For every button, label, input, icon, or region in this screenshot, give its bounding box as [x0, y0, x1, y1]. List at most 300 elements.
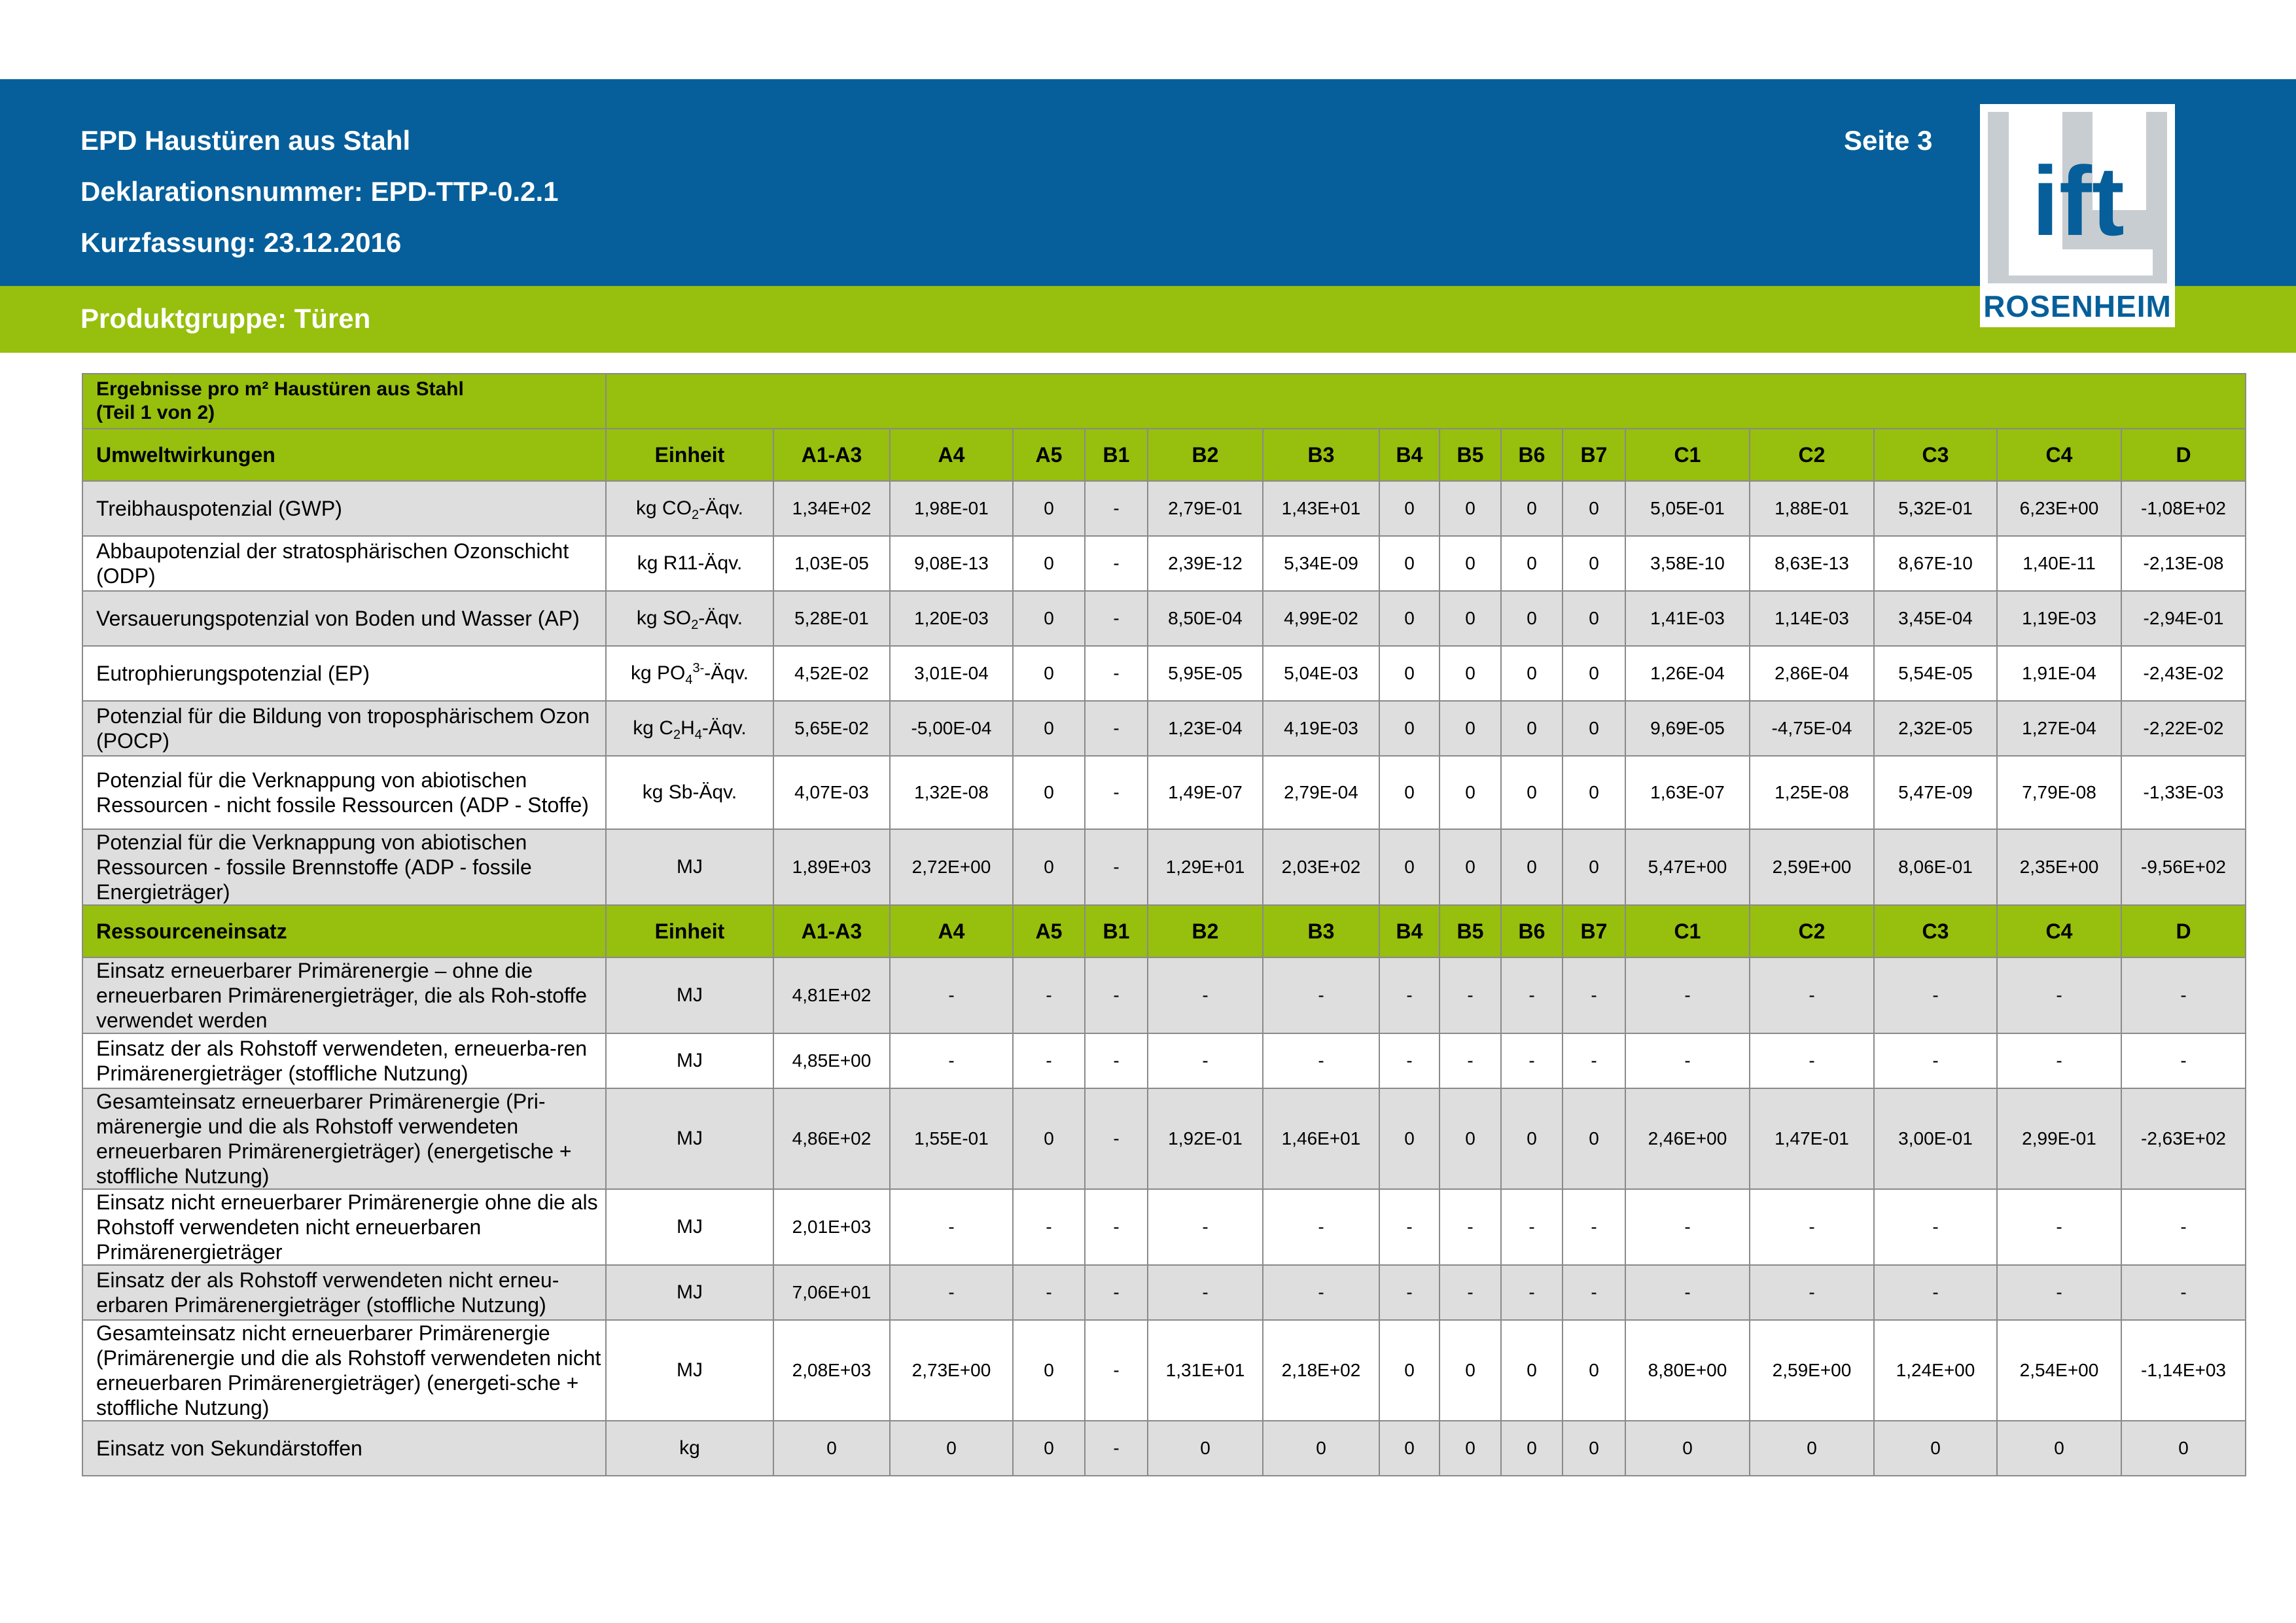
value-cell: 0: [1379, 1088, 1439, 1189]
value-cell: 0: [1501, 1320, 1563, 1421]
value-cell: 5,47E+00: [1625, 829, 1750, 905]
value-cell: -: [1085, 1320, 1148, 1421]
value-cell: 2,86E-04: [1750, 646, 1874, 701]
value-cell: -: [1085, 1421, 1148, 1476]
value-cell: 4,81E+02: [773, 957, 890, 1033]
value-cell: -: [1750, 957, 1874, 1033]
value-cell: 0: [1013, 536, 1085, 591]
value-cell: 6,23E+00: [1997, 481, 2121, 536]
value-cell: 0: [1379, 1320, 1439, 1421]
value-cell: 0: [1439, 1320, 1501, 1421]
value-cell: 0: [1563, 701, 1625, 756]
value-cell: -: [1085, 1033, 1148, 1088]
value-cell: 0: [1563, 481, 1625, 536]
value-cell: -: [1439, 1265, 1501, 1320]
value-cell: 2,01E+03: [773, 1189, 890, 1265]
table-row: [82, 1320, 2246, 1421]
value-cell: 0: [1379, 591, 1439, 646]
value-cell: 5,28E-01: [773, 591, 890, 646]
value-cell: 0: [1379, 701, 1439, 756]
value-cell: 1,24E+00: [1874, 1320, 1997, 1421]
column-header: A1-A3: [773, 905, 890, 957]
value-cell: -: [1563, 957, 1625, 1033]
value-cell: -: [1379, 1033, 1439, 1088]
value-cell: 0: [1439, 481, 1501, 536]
column-header: B1: [1085, 905, 1148, 957]
column-header: C3: [1874, 905, 1997, 957]
row-label: Einsatz der als Rohstoff verwendeten nicht erneu-erbaren Primärenergieträger (stoffliche Nutzung): [82, 1265, 606, 1320]
column-header: A4: [890, 905, 1013, 957]
value-cell: -: [1501, 957, 1563, 1033]
value-cell: 0: [1563, 1421, 1625, 1476]
value-cell: -: [1501, 1265, 1563, 1320]
column-header: A4: [890, 429, 1013, 481]
value-cell: 8,06E-01: [1874, 829, 1997, 905]
column-header: B3: [1263, 905, 1379, 957]
value-cell: -: [1013, 957, 1085, 1033]
section-heading: Ressourceneinsatz: [82, 905, 606, 957]
value-cell: 1,19E-03: [1997, 591, 2121, 646]
document-title: EPD Haustüren aus Stahl: [80, 125, 411, 156]
table-row: [82, 1033, 2246, 1088]
unit-part: kg PO: [630, 662, 686, 684]
row-unit: MJ: [606, 1189, 773, 1265]
value-cell: 0: [1013, 591, 1085, 646]
value-cell: -: [1013, 1265, 1085, 1320]
section-heading: Umweltwirkungen: [82, 429, 606, 481]
value-cell: -: [1085, 1265, 1148, 1320]
value-cell: -4,75E-04: [1750, 701, 1874, 756]
value-cell: -: [890, 1189, 1013, 1265]
table-row: [82, 646, 2246, 701]
column-header: B2: [1148, 905, 1263, 957]
row-label: Einsatz der als Rohstoff verwendeten, erneuerba-ren Primärenergieträger (stoffliche Nutzung): [82, 1033, 606, 1088]
value-cell: -: [1874, 957, 1997, 1033]
value-cell: -: [1997, 957, 2121, 1033]
value-cell: -: [1148, 1265, 1263, 1320]
section-header-row: [82, 429, 2246, 481]
value-cell: -: [1439, 1033, 1501, 1088]
row-label: Gesamteinsatz erneuerbarer Primärenergie (Pri-märenergie und die als Rohstoff verwendeten erneuerbaren Primärenergieträger) (energetische + stoffliche Nutzung): [82, 1088, 606, 1189]
value-cell: -: [1750, 1189, 1874, 1265]
value-cell: -1,08E+02: [2121, 481, 2246, 536]
row-unit: MJ: [606, 1033, 773, 1088]
value-cell: -: [1379, 1265, 1439, 1320]
value-cell: -: [1997, 1189, 2121, 1265]
table-row: [82, 701, 2246, 756]
table-row: [82, 756, 2246, 829]
value-cell: 8,50E-04: [1148, 591, 1263, 646]
row-label: Einsatz erneuerbarer Primärenergie – ohne die erneuerbaren Primärenergieträger, die als Roh-stoffe verwendet werden: [82, 957, 606, 1033]
value-cell: -: [1997, 1265, 2121, 1320]
column-header: A5: [1013, 429, 1085, 481]
value-cell: 0: [1501, 701, 1563, 756]
value-cell: -: [1501, 1033, 1563, 1088]
value-cell: 2,79E-04: [1263, 756, 1379, 829]
value-cell: 2,72E+00: [890, 829, 1013, 905]
value-cell: -2,43E-02: [2121, 646, 2246, 701]
value-cell: -: [2121, 957, 2246, 1033]
value-cell: -2,13E-08: [2121, 536, 2246, 591]
column-header: C4: [1997, 429, 2121, 481]
value-cell: -: [1625, 1265, 1750, 1320]
value-cell: 4,85E+00: [773, 1033, 890, 1088]
value-cell: -: [1085, 646, 1148, 701]
value-cell: -: [1379, 957, 1439, 1033]
value-cell: 4,07E-03: [773, 756, 890, 829]
value-cell: 5,05E-01: [1625, 481, 1750, 536]
value-cell: 0: [1013, 1088, 1085, 1189]
value-cell: 5,95E-05: [1148, 646, 1263, 701]
value-cell: -: [1625, 1189, 1750, 1265]
unit-part: 4: [694, 728, 702, 742]
value-cell: 2,54E+00: [1997, 1320, 2121, 1421]
value-cell: -: [2121, 1189, 2246, 1265]
value-cell: 5,54E-05: [1874, 646, 1997, 701]
value-cell: -2,63E+02: [2121, 1088, 2246, 1189]
value-cell: -: [1148, 1189, 1263, 1265]
value-cell: -: [1085, 701, 1148, 756]
value-cell: 0: [1501, 646, 1563, 701]
value-cell: 4,52E-02: [773, 646, 890, 701]
value-cell: 2,59E+00: [1750, 829, 1874, 905]
value-cell: -: [1563, 1033, 1625, 1088]
row-unit: MJ: [606, 1088, 773, 1189]
value-cell: 1,20E-03: [890, 591, 1013, 646]
table-title-line1: Ergebnisse pro m² Haustüren aus Stahl: [96, 378, 464, 400]
value-cell: -: [1085, 756, 1148, 829]
row-unit: kg Sb-Äqv.: [606, 756, 773, 829]
value-cell: 1,89E+03: [773, 829, 890, 905]
value-cell: -: [1263, 1033, 1379, 1088]
value-cell: 0: [1013, 646, 1085, 701]
ift-rosenheim-logo: [1980, 104, 2175, 327]
column-header: Einheit: [606, 429, 773, 481]
value-cell: -: [1085, 829, 1148, 905]
unit-part: -Äqv.: [701, 717, 747, 739]
value-cell: 0: [1563, 646, 1625, 701]
column-header: C1: [1625, 429, 1750, 481]
value-cell: 0: [1013, 481, 1085, 536]
value-cell: -: [1439, 957, 1501, 1033]
value-cell: 0: [1013, 756, 1085, 829]
value-cell: -5,00E-04: [890, 701, 1013, 756]
value-cell: 2,08E+03: [773, 1320, 890, 1421]
column-header: B4: [1379, 905, 1439, 957]
column-header: B6: [1501, 429, 1563, 481]
value-cell: 4,99E-02: [1263, 591, 1379, 646]
value-cell: 2,18E+02: [1263, 1320, 1379, 1421]
value-cell: -: [1263, 957, 1379, 1033]
row-unit: [606, 481, 773, 536]
value-cell: 0: [1625, 1421, 1750, 1476]
value-cell: -: [1085, 1088, 1148, 1189]
value-cell: 0: [1501, 591, 1563, 646]
table-row: [82, 1265, 2246, 1320]
value-cell: 0: [1563, 829, 1625, 905]
table-title-row: [82, 374, 2246, 429]
value-cell: -: [890, 1033, 1013, 1088]
value-cell: 8,67E-10: [1874, 536, 1997, 591]
value-cell: 1,41E-03: [1625, 591, 1750, 646]
value-cell: 0: [1501, 756, 1563, 829]
value-cell: 0: [2121, 1421, 2246, 1476]
column-header: B5: [1439, 905, 1501, 957]
value-cell: 0: [1439, 701, 1501, 756]
value-cell: 5,04E-03: [1263, 646, 1379, 701]
column-header: B7: [1563, 429, 1625, 481]
column-header: C2: [1750, 429, 1874, 481]
row-label: Potenzial für die Verknappung von abiotischen Ressourcen - nicht fossile Ressourcen (ADP - Stoffe): [82, 756, 606, 829]
value-cell: 4,19E-03: [1263, 701, 1379, 756]
value-cell: 8,63E-13: [1750, 536, 1874, 591]
value-cell: 1,55E-01: [890, 1088, 1013, 1189]
column-header: B3: [1263, 429, 1379, 481]
column-header: B4: [1379, 429, 1439, 481]
column-header: B5: [1439, 429, 1501, 481]
value-cell: 0: [1501, 481, 1563, 536]
column-header: D: [2121, 429, 2246, 481]
value-cell: 1,29E+01: [1148, 829, 1263, 905]
value-cell: 1,14E-03: [1750, 591, 1874, 646]
column-header: A5: [1013, 905, 1085, 957]
row-unit: [606, 701, 773, 756]
value-cell: -: [1148, 1033, 1263, 1088]
table-title-line2: (Teil 1 von 2): [96, 402, 215, 423]
value-cell: 1,46E+01: [1263, 1088, 1379, 1189]
value-cell: 0: [1148, 1421, 1263, 1476]
row-unit: MJ: [606, 957, 773, 1033]
value-cell: -: [1874, 1265, 1997, 1320]
row-unit: MJ: [606, 1320, 773, 1421]
page-number: Seite 3: [1844, 125, 1933, 156]
value-cell: 0: [1013, 1320, 1085, 1421]
unit-part: 3-: [692, 661, 705, 675]
value-cell: -: [1379, 1189, 1439, 1265]
unit-part: kg CO: [636, 497, 692, 519]
product-group: Produktgruppe: Türen: [80, 303, 371, 334]
value-cell: 7,06E+01: [773, 1265, 890, 1320]
value-cell: 1,40E-11: [1997, 536, 2121, 591]
table-row: [82, 591, 2246, 646]
value-cell: 1,23E-04: [1148, 701, 1263, 756]
value-cell: -: [1563, 1189, 1625, 1265]
row-label: Potenzial für die Verknappung von abiotischen Ressourcen - fossile Brennstoffe (ADP - fossile Energieträger): [82, 829, 606, 905]
value-cell: 2,03E+02: [1263, 829, 1379, 905]
table-row: [82, 536, 2246, 591]
value-cell: 1,49E-07: [1148, 756, 1263, 829]
value-cell: -: [1625, 957, 1750, 1033]
summary-date: Kurzfassung: 23.12.2016: [80, 227, 402, 258]
value-cell: 2,59E+00: [1750, 1320, 1874, 1421]
value-cell: 0: [1263, 1421, 1379, 1476]
row-unit: [606, 591, 773, 646]
value-cell: 0: [1013, 701, 1085, 756]
value-cell: 0: [1501, 1421, 1563, 1476]
value-cell: 2,79E-01: [1148, 481, 1263, 536]
value-cell: 0: [1563, 1320, 1625, 1421]
value-cell: 0: [1379, 829, 1439, 905]
value-cell: -: [1750, 1033, 1874, 1088]
value-cell: 1,03E-05: [773, 536, 890, 591]
value-cell: 0: [1379, 1421, 1439, 1476]
value-cell: 0: [1379, 481, 1439, 536]
value-cell: 0: [1501, 536, 1563, 591]
value-cell: -: [1013, 1189, 1085, 1265]
table-row: [82, 481, 2246, 536]
value-cell: 7,79E-08: [1997, 756, 2121, 829]
value-cell: 1,27E-04: [1997, 701, 2121, 756]
value-cell: 3,45E-04: [1874, 591, 1997, 646]
unit-part: -Äqv.: [704, 662, 749, 684]
value-cell: -2,94E-01: [2121, 591, 2246, 646]
value-cell: 2,46E+00: [1625, 1088, 1750, 1189]
value-cell: 0: [890, 1421, 1013, 1476]
value-cell: 5,32E-01: [1874, 481, 1997, 536]
unit-part: 2: [692, 508, 699, 522]
unit-part: kg C: [633, 717, 673, 739]
value-cell: 0: [1501, 829, 1563, 905]
value-cell: -: [1263, 1265, 1379, 1320]
results-table: [82, 373, 2246, 1476]
value-cell: -: [890, 957, 1013, 1033]
value-cell: -: [1085, 957, 1148, 1033]
row-label: Gesamteinsatz nicht erneuerbarer Primärenergie (Primärenergie und die als Rohstoff verwendeten nicht erneuerbaren Primärenergieträger) (energeti-sche + stoffliche Nutzung): [82, 1320, 606, 1421]
value-cell: -: [2121, 1265, 2246, 1320]
value-cell: 0: [1439, 1088, 1501, 1189]
value-cell: 1,31E+01: [1148, 1320, 1263, 1421]
unit-part: 4: [685, 673, 693, 687]
value-cell: -: [1874, 1189, 1997, 1265]
value-cell: 0: [1013, 1421, 1085, 1476]
value-cell: 3,00E-01: [1874, 1088, 1997, 1189]
value-cell: -: [1085, 536, 1148, 591]
value-cell: 0: [1379, 756, 1439, 829]
value-cell: -: [1439, 1189, 1501, 1265]
value-cell: -1,33E-03: [2121, 756, 2246, 829]
table-title-filler: [606, 374, 2246, 429]
value-cell: 0: [1379, 536, 1439, 591]
column-header: C4: [1997, 905, 2121, 957]
value-cell: -: [1085, 1189, 1148, 1265]
column-header: B6: [1501, 905, 1563, 957]
value-cell: 0: [1563, 536, 1625, 591]
column-header: C3: [1874, 429, 1997, 481]
value-cell: 0: [1439, 1421, 1501, 1476]
value-cell: 1,92E-01: [1148, 1088, 1263, 1189]
column-header: C2: [1750, 905, 1874, 957]
unit-part: H: [680, 717, 695, 739]
value-cell: 5,65E-02: [773, 701, 890, 756]
value-cell: 0: [1750, 1421, 1874, 1476]
value-cell: 0: [1013, 829, 1085, 905]
row-label: Abbaupotenzial der stratosphärischen Ozonschicht (ODP): [82, 536, 606, 591]
row-unit: kg R11-Äqv.: [606, 536, 773, 591]
unit-part: kg SO: [636, 607, 692, 629]
unit-part: 2: [673, 728, 681, 742]
value-cell: 1,34E+02: [773, 481, 890, 536]
value-cell: 1,43E+01: [1263, 481, 1379, 536]
value-cell: 1,25E-08: [1750, 756, 1874, 829]
column-header: B2: [1148, 429, 1263, 481]
value-cell: -: [2121, 1033, 2246, 1088]
section-header-row: [82, 905, 2246, 957]
value-cell: -: [890, 1265, 1013, 1320]
column-header: B7: [1563, 905, 1625, 957]
unit-part: 2: [691, 618, 699, 632]
value-cell: 1,63E-07: [1625, 756, 1750, 829]
value-cell: 2,32E-05: [1874, 701, 1997, 756]
value-cell: -: [1148, 957, 1263, 1033]
table-row: [82, 957, 2246, 1033]
value-cell: 8,80E+00: [1625, 1320, 1750, 1421]
row-label: Treibhauspotenzial (GWP): [82, 481, 606, 536]
value-cell: -2,22E-02: [2121, 701, 2246, 756]
value-cell: 0: [1563, 1088, 1625, 1189]
value-cell: 3,58E-10: [1625, 536, 1750, 591]
unit-part: -Äqv.: [698, 607, 743, 629]
value-cell: 0: [1874, 1421, 1997, 1476]
value-cell: 4,86E+02: [773, 1088, 890, 1189]
column-header: C1: [1625, 905, 1750, 957]
value-cell: 5,47E-09: [1874, 756, 1997, 829]
value-cell: 0: [1439, 646, 1501, 701]
value-cell: -: [1013, 1033, 1085, 1088]
column-header: A1-A3: [773, 429, 890, 481]
value-cell: 0: [1563, 591, 1625, 646]
value-cell: 1,91E-04: [1997, 646, 2121, 701]
value-cell: -: [1750, 1265, 1874, 1320]
value-cell: 0: [1439, 536, 1501, 591]
value-cell: 1,98E-01: [890, 481, 1013, 536]
value-cell: 0: [1439, 756, 1501, 829]
value-cell: 0: [773, 1421, 890, 1476]
table-row: [82, 829, 2246, 905]
value-cell: 1,32E-08: [890, 756, 1013, 829]
value-cell: 1,47E-01: [1750, 1088, 1874, 1189]
value-cell: 2,35E+00: [1997, 829, 2121, 905]
logo-ift-text: ift: [2032, 146, 2125, 256]
value-cell: 9,69E-05: [1625, 701, 1750, 756]
value-cell: 9,08E-13: [890, 536, 1013, 591]
row-unit: kg: [606, 1421, 773, 1476]
value-cell: 0: [1563, 756, 1625, 829]
row-unit: MJ: [606, 1265, 773, 1320]
unit-part: -Äqv.: [699, 497, 743, 519]
value-cell: 0: [1501, 1088, 1563, 1189]
column-header: D: [2121, 905, 2246, 957]
row-unit: [606, 646, 773, 701]
value-cell: -: [1263, 1189, 1379, 1265]
value-cell: -: [1563, 1265, 1625, 1320]
value-cell: -9,56E+02: [2121, 829, 2246, 905]
row-label: Einsatz nicht erneuerbarer Primärenergie ohne die als Rohstoff verwendeten nicht erneuerbaren Primärenergieträger: [82, 1189, 606, 1265]
value-cell: 2,99E-01: [1997, 1088, 2121, 1189]
column-header: Einheit: [606, 905, 773, 957]
value-cell: 3,01E-04: [890, 646, 1013, 701]
value-cell: -: [1874, 1033, 1997, 1088]
value-cell: -: [1501, 1189, 1563, 1265]
row-label: Versauerungspotenzial von Boden und Wasser (AP): [82, 591, 606, 646]
value-cell: 0: [1997, 1421, 2121, 1476]
declaration-number: Deklarationsnummer: EPD-TTP-0.2.1: [80, 176, 559, 207]
value-cell: 0: [1439, 829, 1501, 905]
value-cell: 0: [1439, 591, 1501, 646]
value-cell: -: [1085, 481, 1148, 536]
value-cell: 5,34E-09: [1263, 536, 1379, 591]
row-unit: MJ: [606, 829, 773, 905]
value-cell: 2,73E+00: [890, 1320, 1013, 1421]
